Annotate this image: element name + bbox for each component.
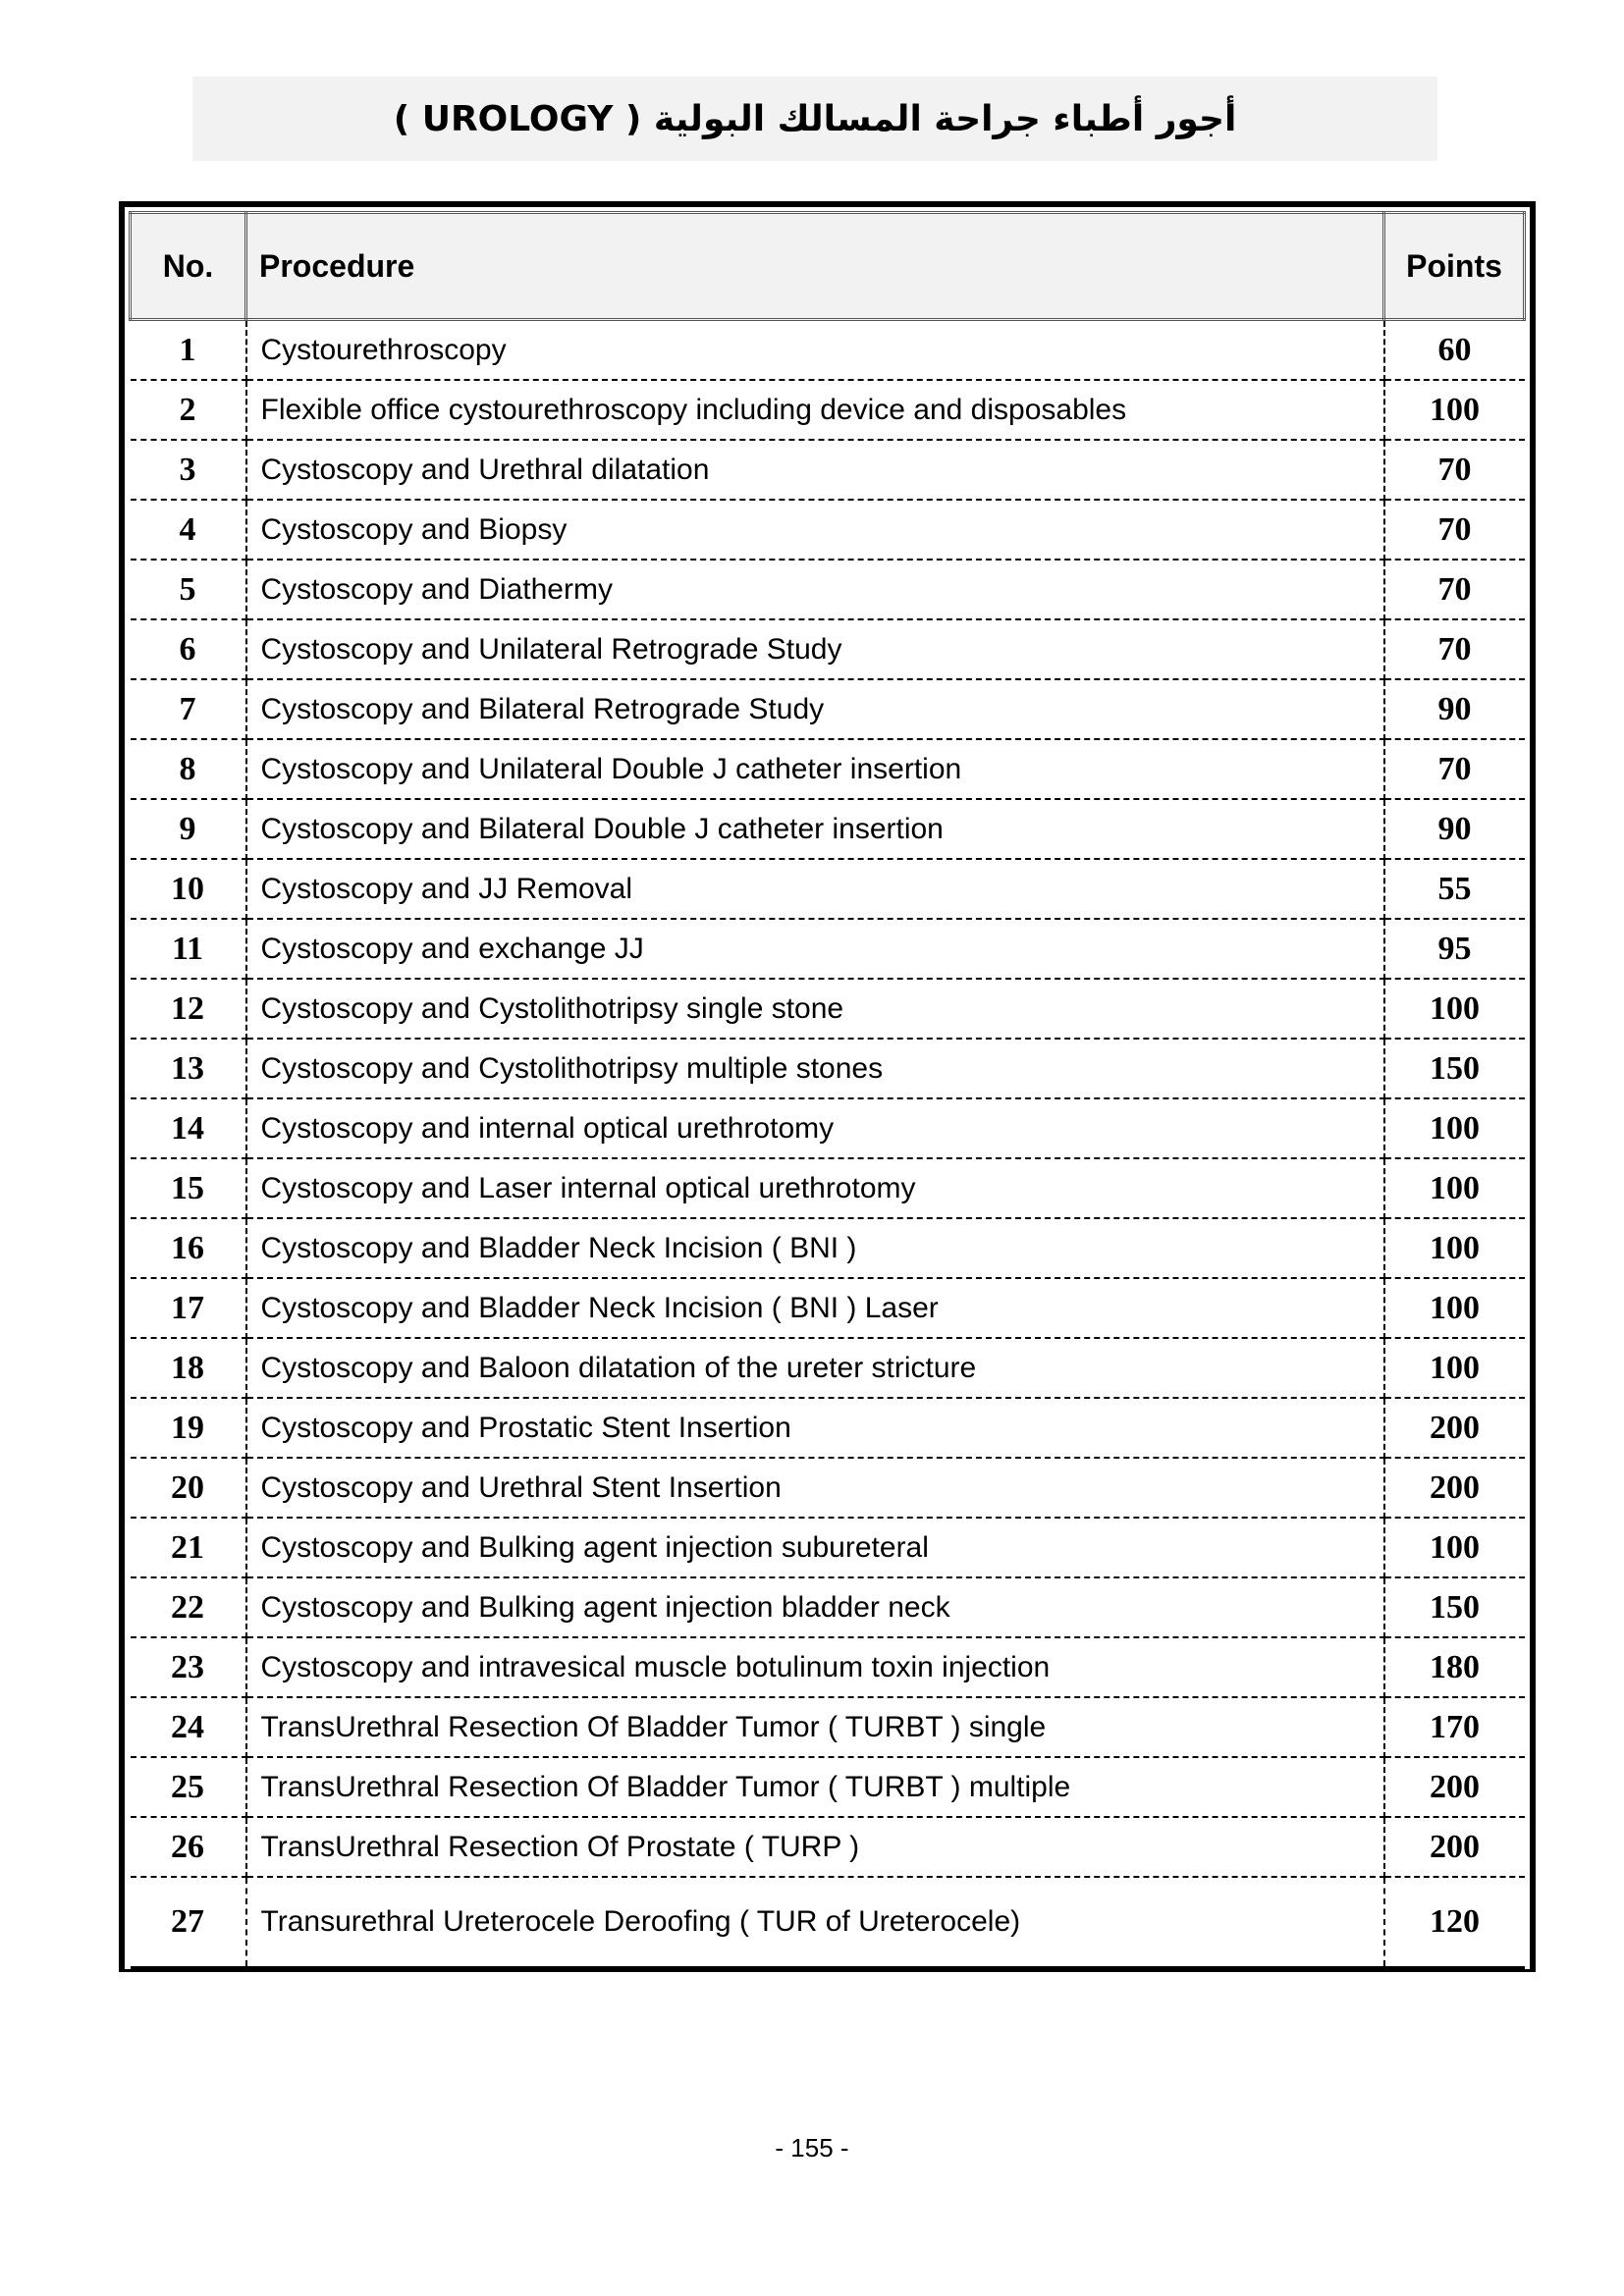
row-number: 23 — [131, 1637, 246, 1697]
table-row — [131, 1757, 1525, 1817]
table-row — [131, 919, 1525, 979]
points-value: 200 — [1384, 1398, 1525, 1458]
table-row — [131, 1817, 1525, 1877]
row-number: 20 — [131, 1458, 246, 1518]
procedure-name: Cystoscopy and Baloon dilatation of the ureter stricture — [246, 1338, 1384, 1398]
procedure-name: Flexible office cystourethroscopy including device and disposables — [246, 380, 1384, 440]
row-number: 8 — [131, 739, 246, 799]
points-value: 90 — [1384, 679, 1525, 739]
header-points: Points — [1384, 213, 1525, 320]
table-row — [131, 1877, 1525, 1968]
points-value: 100 — [1384, 1338, 1525, 1398]
points-value: 100 — [1384, 1158, 1525, 1218]
table-row — [131, 739, 1525, 799]
row-number: 5 — [131, 560, 246, 619]
row-number: 17 — [131, 1278, 246, 1338]
table-row — [131, 859, 1525, 919]
points-value: 90 — [1384, 799, 1525, 859]
procedure-name: Cystoscopy and exchange JJ — [246, 919, 1384, 979]
table-row — [131, 1158, 1525, 1218]
row-number: 2 — [131, 380, 246, 440]
table-row — [131, 380, 1525, 440]
row-number: 1 — [131, 320, 246, 381]
row-number: 15 — [131, 1158, 246, 1218]
table-row — [131, 1338, 1525, 1398]
table-row — [131, 1098, 1525, 1158]
row-number: 12 — [131, 979, 246, 1039]
row-number: 13 — [131, 1039, 246, 1098]
row-number: 3 — [131, 440, 246, 500]
procedure-name: Cystoscopy and intravesical muscle botulinum toxin injection — [246, 1637, 1384, 1697]
points-value: 70 — [1384, 500, 1525, 560]
procedure-name: TransUrethral Resection Of Bladder Tumor ( TURBT ) single — [246, 1697, 1384, 1757]
row-number: 11 — [131, 919, 246, 979]
row-number: 21 — [131, 1518, 246, 1577]
row-number: 19 — [131, 1398, 246, 1458]
procedure-name: Cystoscopy and Urethral Stent Insertion — [246, 1458, 1384, 1518]
procedure-name: Cystoscopy and JJ Removal — [246, 859, 1384, 919]
table-row — [131, 1218, 1525, 1278]
points-value: 200 — [1384, 1817, 1525, 1877]
table-row — [131, 1458, 1525, 1518]
points-value: 100 — [1384, 1098, 1525, 1158]
procedure-name: Cystoscopy and Bilateral Double J catheter insertion — [246, 799, 1384, 859]
table-row — [131, 1697, 1525, 1757]
procedure-name: Cystoscopy and Bilateral Retrograde Study — [246, 679, 1384, 739]
table-header-row — [131, 213, 1525, 320]
points-value: 200 — [1384, 1458, 1525, 1518]
procedure-name: TransUrethral Resection Of Bladder Tumor ( TURBT ) multiple — [246, 1757, 1384, 1817]
procedure-name: Cystoscopy and Bladder Neck Incision ( BNI ) — [246, 1218, 1384, 1278]
procedure-name: Cystoscopy and Cystolithotripsy single stone — [246, 979, 1384, 1039]
table-row — [131, 1637, 1525, 1697]
points-value: 100 — [1384, 380, 1525, 440]
procedure-name: Cystoscopy and Laser internal optical urethrotomy — [246, 1158, 1384, 1218]
table-row — [131, 1398, 1525, 1458]
points-value: 180 — [1384, 1637, 1525, 1697]
procedure-name: Cystoscopy and Cystolithotripsy multiple stones — [246, 1039, 1384, 1098]
procedure-name: Cystoscopy and Urethral dilatation — [246, 440, 1384, 500]
points-value: 70 — [1384, 560, 1525, 619]
points-value: 70 — [1384, 619, 1525, 679]
points-value: 150 — [1384, 1039, 1525, 1098]
row-number: 25 — [131, 1757, 246, 1817]
row-number: 14 — [131, 1098, 246, 1158]
procedure-name: Cystoscopy and Bulking agent injection bladder neck — [246, 1577, 1384, 1637]
points-value: 55 — [1384, 859, 1525, 919]
row-number: 16 — [131, 1218, 246, 1278]
procedure-name: Cystoscopy and Unilateral Retrograde Study — [246, 619, 1384, 679]
procedure-name: Cystoscopy and Bulking agent injection subureteral — [246, 1518, 1384, 1577]
procedure-name: Cystoscopy and Unilateral Double J catheter insertion — [246, 739, 1384, 799]
table-row — [131, 619, 1525, 679]
points-value: 95 — [1384, 919, 1525, 979]
points-value: 200 — [1384, 1757, 1525, 1817]
table-row — [131, 440, 1525, 500]
points-value: 120 — [1384, 1877, 1525, 1968]
header-procedure: Procedure — [246, 213, 1384, 320]
page-title: أجور أطباء جراحة المسالك البولية ( UROLOGY ) — [393, 98, 1237, 139]
table-row — [131, 1577, 1525, 1637]
procedure-name: Cystourethroscopy — [246, 320, 1384, 381]
procedure-name: Cystoscopy and Bladder Neck Incision ( BNI ) Laser — [246, 1278, 1384, 1338]
table-row — [131, 320, 1525, 381]
urology-fee-table — [129, 211, 1526, 1969]
points-value: 60 — [1384, 320, 1525, 381]
row-number: 26 — [131, 1817, 246, 1877]
row-number: 9 — [131, 799, 246, 859]
header-no: No. — [131, 213, 246, 320]
procedure-name: Cystoscopy and internal optical urethrotomy — [246, 1098, 1384, 1158]
table-row — [131, 1039, 1525, 1098]
points-value: 170 — [1384, 1697, 1525, 1757]
table-body — [131, 320, 1525, 1968]
row-number: 22 — [131, 1577, 246, 1637]
row-number: 27 — [131, 1877, 246, 1968]
procedure-name: Cystoscopy and Diathermy — [246, 560, 1384, 619]
points-value: 100 — [1384, 1518, 1525, 1577]
table-row — [131, 979, 1525, 1039]
procedure-name: Transurethral Ureterocele Deroofing ( TUR of Ureterocele) — [246, 1877, 1384, 1968]
table-row — [131, 679, 1525, 739]
row-number: 10 — [131, 859, 246, 919]
procedure-name: TransUrethral Resection Of Prostate ( TURP ) — [246, 1817, 1384, 1877]
points-value: 100 — [1384, 979, 1525, 1039]
table-row — [131, 799, 1525, 859]
title-band — [192, 77, 1437, 161]
points-value: 70 — [1384, 440, 1525, 500]
table-row — [131, 1278, 1525, 1338]
page-number: - 155 - — [775, 2133, 849, 2163]
row-number: 6 — [131, 619, 246, 679]
row-number: 18 — [131, 1338, 246, 1398]
fee-table-frame — [119, 201, 1536, 1972]
table-row — [131, 500, 1525, 560]
procedure-name: Cystoscopy and Prostatic Stent Insertion — [246, 1398, 1384, 1458]
table-row — [131, 1518, 1525, 1577]
row-number: 4 — [131, 500, 246, 560]
points-value: 70 — [1384, 739, 1525, 799]
row-number: 7 — [131, 679, 246, 739]
table-row — [131, 560, 1525, 619]
points-value: 150 — [1384, 1577, 1525, 1637]
procedure-name: Cystoscopy and Biopsy — [246, 500, 1384, 560]
points-value: 100 — [1384, 1218, 1525, 1278]
points-value: 100 — [1384, 1278, 1525, 1338]
row-number: 24 — [131, 1697, 246, 1757]
